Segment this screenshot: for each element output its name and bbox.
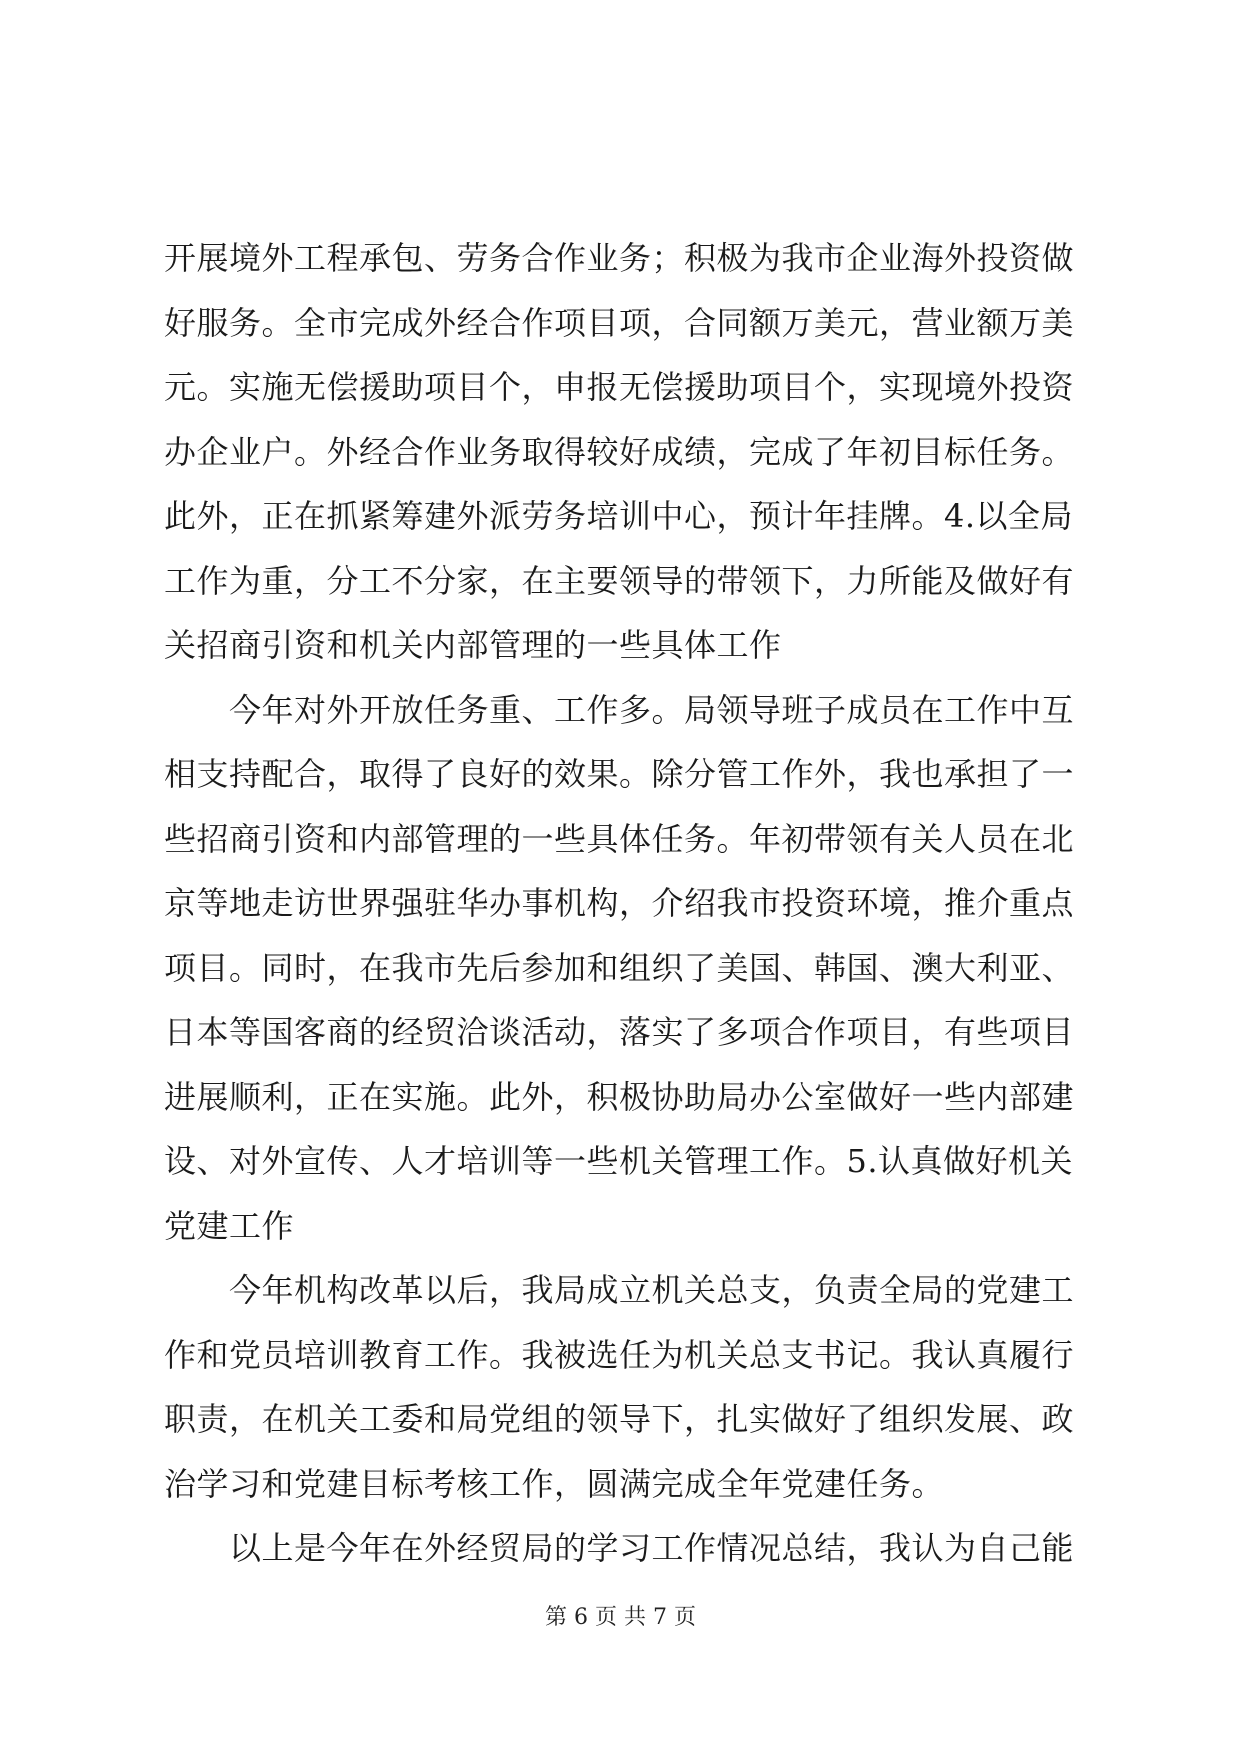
text-line: 治学习和党建目标考核工作，圆满完成全年党建任务。 [164,1464,945,1503]
text-line: 元。实施无偿援助项目个，申报无偿援助项目个，实现境外投资 [164,368,1075,406]
page-footer [0,1600,1241,1631]
text-line: 工作为重，分工不分家，在主要领导的带领下，力所能及做好有 [164,561,1075,600]
text-line: 职责，在机关工委和局党组的领导下，扎实做好了组织发展、政 [164,1400,1075,1438]
document-body [164,226,1084,1581]
text-line: 办企业户。外经合作业务取得较好成绩，完成了年初目标任务。 [164,432,1075,471]
text-line: 今年机构改革以后，我局成立机关总支，负责全局的党建工 [164,1271,1075,1309]
text-line: 京等地走访世界强驻华办事机构，介绍我市投资环境，推介重点 [164,884,1075,922]
text-line: 设、对外宣传、人才培训等一些机关管理工作。5.认真做好机关 [164,1142,1074,1180]
text-line: 日本等国客商的经贸洽谈活动，落实了多项合作项目，有些项目 [164,1013,1075,1051]
text-line: 党建工作 [164,1206,295,1245]
page-number: 第 6 页 共 7 页 [545,1605,696,1630]
text-line: 今年对外开放任务重、工作多。局领导班子成员在工作中互 [164,690,1075,729]
text-line: 项目。同时，在我市先后参加和组织了美国、韩国、澳大利亚、 [164,948,1075,987]
text-line: 相支持配合，取得了良好的效果。除分管工作外，我也承担了一 [164,755,1075,793]
text-line: 好服务。全市完成外经合作项目项，合同额万美元，营业额万美 [164,303,1075,342]
text-line: 作和党员培训教育工作。我被选任为机关总支书记。我认真履行 [164,1335,1075,1374]
text-line: 关招商引资和机关内部管理的一些具体工作 [164,626,782,664]
text-line: 以上是今年在外经贸局的学习工作情况总结，我认为自己能 [164,1529,1075,1567]
text-line: 些招商引资和内部管理的一些具体任务。年初带领有关人员在北 [164,819,1075,858]
text-line: 此外，正在抓紧筹建外派劳务培训中心，预计年挂牌。4.以全局 [164,497,1074,535]
text-line: 开展境外工程承包、劳务合作业务；积极为我市企业海外投资做 [164,239,1075,277]
text-line: 进展顺利，正在实施。此外，积极协助局办公室做好一些内部建 [164,1077,1075,1116]
